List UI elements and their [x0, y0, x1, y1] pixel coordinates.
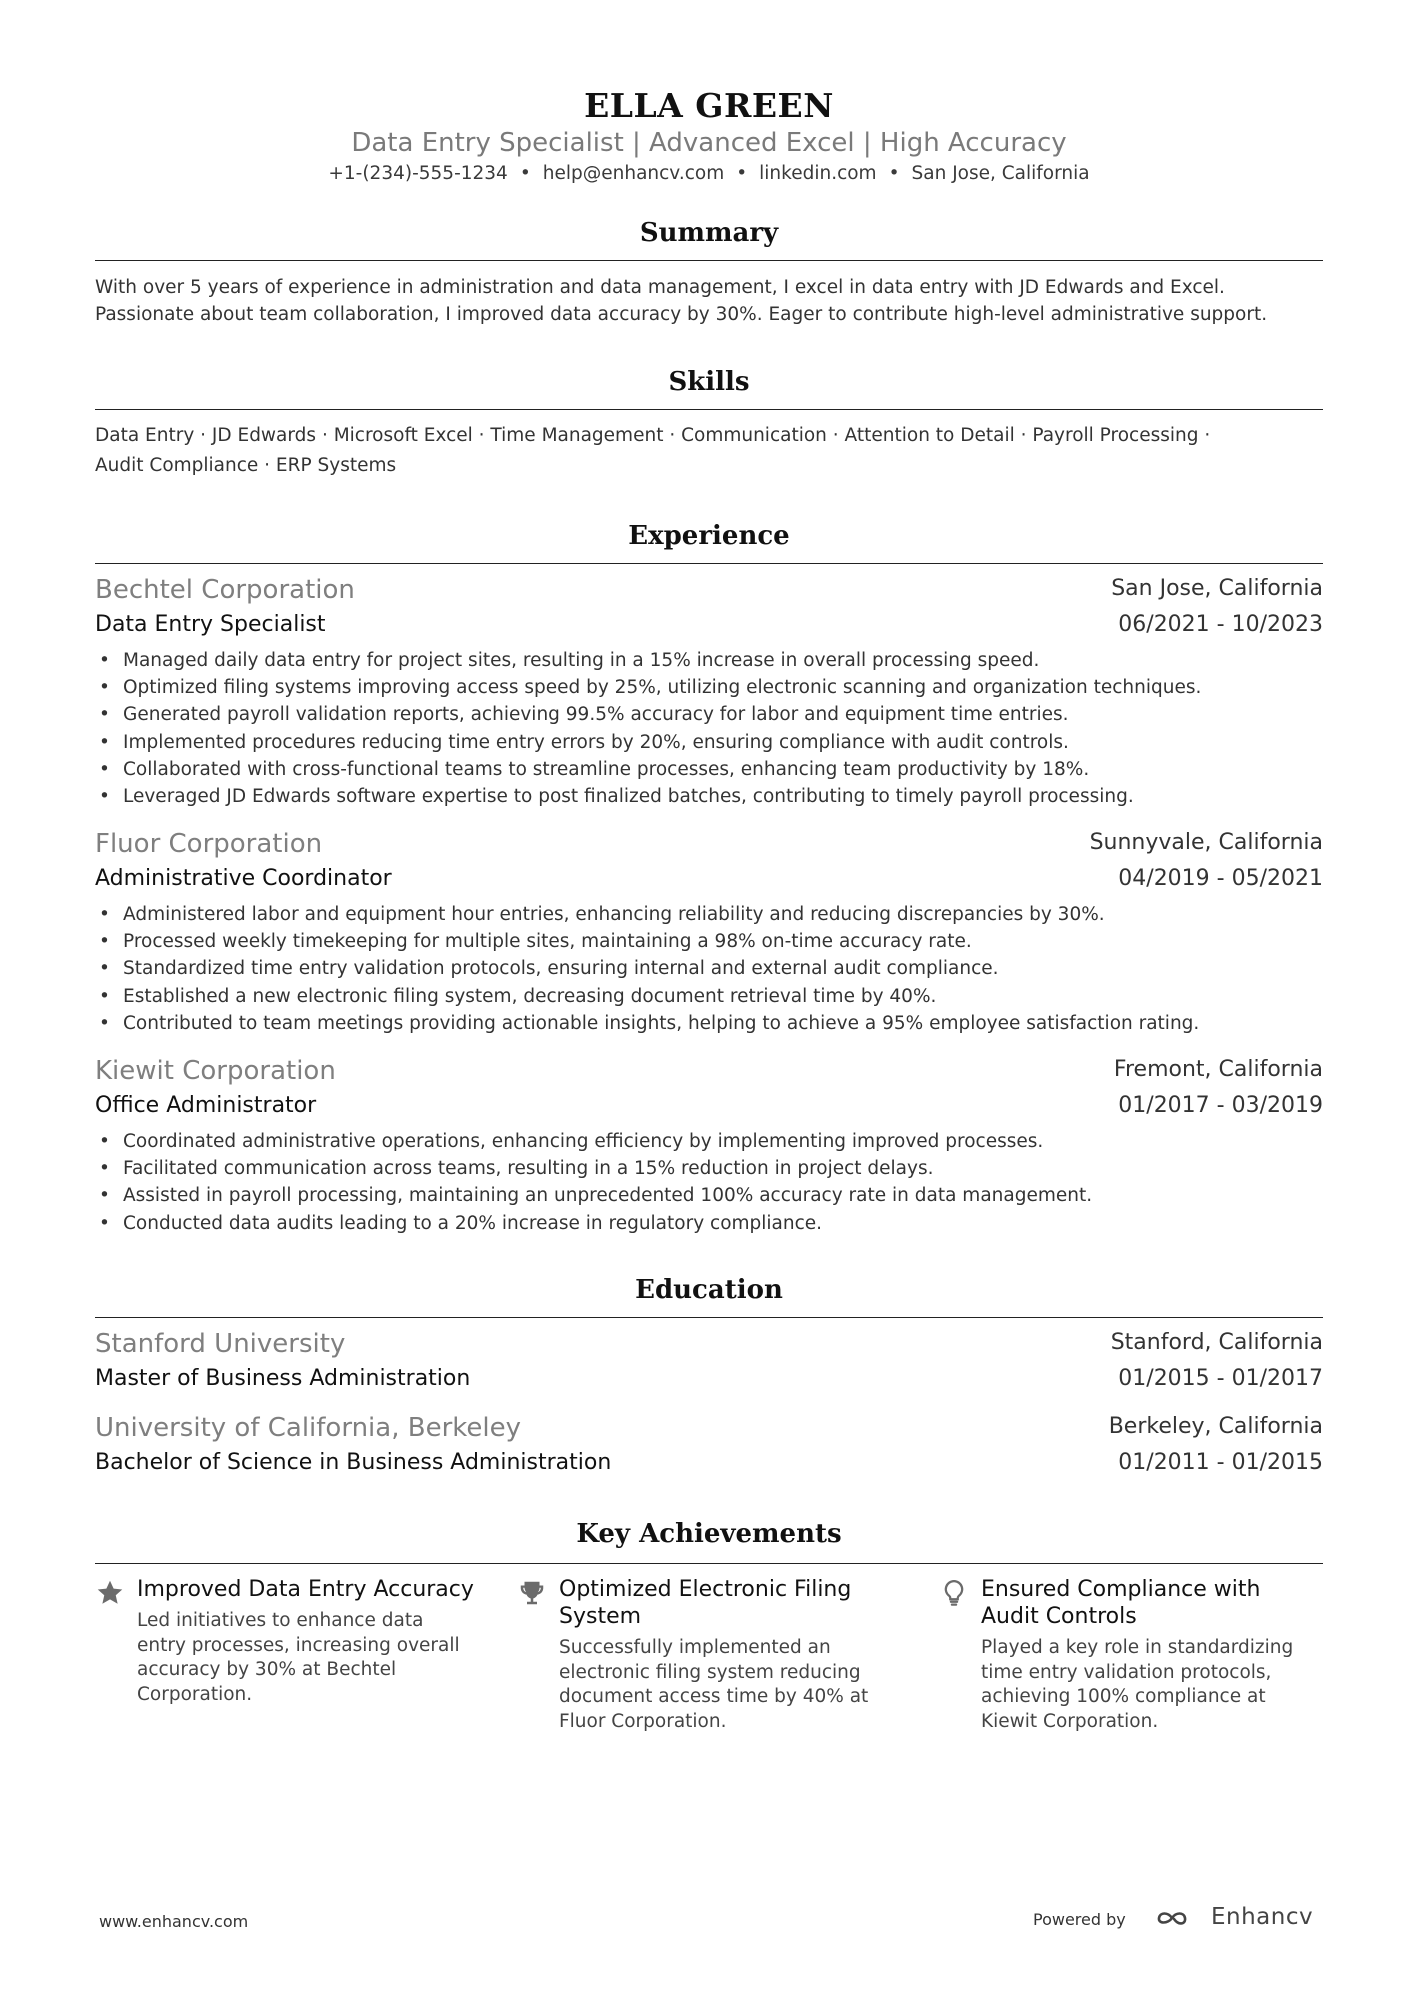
- list-item: • Leveraged JD Edwards software expertise to post finalized batches, contributing to timely payroll processing.: [95, 783, 1323, 810]
- section-divider: [95, 1563, 1323, 1564]
- skills-line: Audit Compliance · ERP Systems: [95, 455, 397, 476]
- star-icon: [95, 1578, 125, 1608]
- achievements-heading: Key Achievements: [576, 1519, 842, 1549]
- job-company: Bechtel Corporation: [95, 575, 355, 605]
- education-dates: 01/2015 - 01/2017: [1118, 1366, 1323, 1391]
- location-text: San Jose, California: [911, 163, 1090, 184]
- separator-dot: •: [736, 163, 748, 184]
- separator-dot: •: [519, 163, 531, 184]
- achievement-item: [517, 1576, 917, 1736]
- candidate-tagline: Data Entry Specialist | Advanced Excel | High Accuracy: [351, 128, 1067, 158]
- list-item: • Processed weekly timekeeping for multiple sites, maintaining a 98% on-time accuracy rate.: [95, 928, 1323, 955]
- contact-line: [95, 163, 1323, 184]
- skills-line: Data Entry · JD Edwards · Microsoft Excel · Time Management · Communication · Attention to Detail · Payroll Processing ·: [95, 425, 1211, 446]
- list-item: • Assisted in payroll processing, maintaining an unprecedented 100% accuracy rate in data management.: [95, 1182, 1323, 1209]
- list-item: • Facilitated communication across teams, resulting in a 15% reduction in project delays.: [95, 1155, 1323, 1182]
- trophy-icon: [517, 1578, 547, 1608]
- list-item: • Standardized time entry validation protocols, ensuring internal and external audit compliance.: [95, 955, 1323, 982]
- job-dates: 04/2019 - 05/2021: [1118, 866, 1323, 891]
- achievement-desc: Led initiatives to enhance data entry processes, increasing overall accuracy by 30% at Bechtel Corporation.: [137, 1610, 460, 1705]
- phone-text: +1-(234)-555-1234: [328, 163, 508, 184]
- list-item: • Contributed to team meetings providing actionable insights, helping to achieve a 95% employee satisfaction rating.: [95, 1010, 1323, 1037]
- achievement-title: Optimized Electronic Filing System: [559, 1577, 852, 1629]
- list-item: • Managed daily data entry for project sites, resulting in a 15% increase in overall processing speed.: [95, 647, 1323, 674]
- separator-dot: •: [888, 163, 900, 184]
- achievement-desc: Played a key role in standardizing time entry validation protocols, achieving 100% compliance at Kiewit Corporation.: [981, 1637, 1294, 1732]
- list-item: • Optimized filing systems improving access speed by 25%, utilizing electronic scanning and organization techniques.: [95, 674, 1323, 701]
- job-dates: 06/2021 - 10/2023: [1118, 612, 1323, 637]
- list-item: • Coordinated administrative operations, enhancing efficiency by implementing improved processes.: [95, 1128, 1323, 1155]
- job-role: Administrative Coordinator: [95, 866, 392, 891]
- list-item: • Implemented procedures reducing time entry errors by 20%, ensuring compliance with audit controls.: [95, 729, 1323, 756]
- education-location: Stanford, California: [1110, 1330, 1323, 1355]
- skills-list: [95, 421, 1323, 481]
- job-role: Office Administrator: [95, 1093, 317, 1118]
- footer-website-link[interactable]: www.enhancv.com: [99, 1912, 249, 1931]
- job-dates: 01/2017 - 03/2019: [1118, 1093, 1323, 1118]
- experience-heading: Experience: [628, 521, 790, 551]
- section-divider: [95, 409, 1323, 410]
- education-degree: Master of Business Administration: [95, 1366, 471, 1391]
- job-role: Data Entry Specialist: [95, 612, 326, 637]
- job-bullets: [95, 1128, 1323, 1237]
- section-divider: [95, 260, 1323, 261]
- achievement-item: [939, 1576, 1339, 1736]
- footer-powered-by: Powered by: [1033, 1910, 1126, 1929]
- linkedin-link[interactable]: linkedin.com: [759, 163, 877, 184]
- job-bullets: [95, 647, 1323, 810]
- list-item: • Conducted data audits leading to a 20% increase in regulatory compliance.: [95, 1210, 1323, 1237]
- job-company: Fluor Corporation: [95, 829, 323, 859]
- section-divider: [95, 1317, 1323, 1318]
- summary-heading: Summary: [639, 218, 779, 248]
- achievement-desc: Successfully implemented an electronic filing system reducing document access time by 40% at Fluor Corporation.: [559, 1637, 869, 1732]
- education-school: Stanford University: [95, 1329, 346, 1359]
- education-degree: Bachelor of Science in Business Administration: [95, 1450, 612, 1475]
- job-bullets: [95, 901, 1323, 1037]
- job-location: Fremont, California: [1113, 1057, 1323, 1082]
- achievement-item: [95, 1576, 495, 1736]
- list-item: • Established a new electronic filing system, decreasing document retrieval time by 40%.: [95, 983, 1323, 1010]
- lightbulb-icon: [939, 1578, 969, 1608]
- list-item: • Collaborated with cross-functional teams to streamline processes, enhancing team productivity by 18%.: [95, 756, 1323, 783]
- email-link[interactable]: help@enhancv.com: [542, 163, 725, 184]
- job-location: Sunnyvale, California: [1089, 830, 1323, 855]
- job-location: San Jose, California: [1111, 576, 1323, 601]
- section-divider: [95, 563, 1323, 564]
- education-location: Berkeley, California: [1108, 1414, 1323, 1439]
- job-company: Kiewit Corporation: [95, 1056, 336, 1086]
- education-heading: Education: [635, 1275, 783, 1305]
- summary-text: With over 5 years of experience in administration and data management, I excel in data entry with JD Edwards and Excel. Passionate about team collaboration, I improved data accuracy by 30%. Eager to contribute high-level administrative support.: [95, 277, 1268, 325]
- list-item: • Administered labor and equipment hour entries, enhancing reliability and reducing discrepancies by 30%.: [95, 901, 1323, 928]
- education-school: University of California, Berkeley: [95, 1413, 521, 1443]
- education-dates: 01/2011 - 01/2015: [1118, 1450, 1323, 1475]
- footer-brand-name: Enhancv: [1211, 1904, 1314, 1930]
- candidate-name: ELLA GREEN: [584, 86, 834, 125]
- skills-heading: Skills: [668, 367, 750, 397]
- achievement-title: Improved Data Entry Accuracy: [137, 1577, 474, 1602]
- list-item: • Generated payroll validation reports, achieving 99.5% accuracy for labor and equipment time entries.: [95, 701, 1323, 728]
- achievement-title: Ensured Compliance with Audit Controls: [981, 1577, 1261, 1629]
